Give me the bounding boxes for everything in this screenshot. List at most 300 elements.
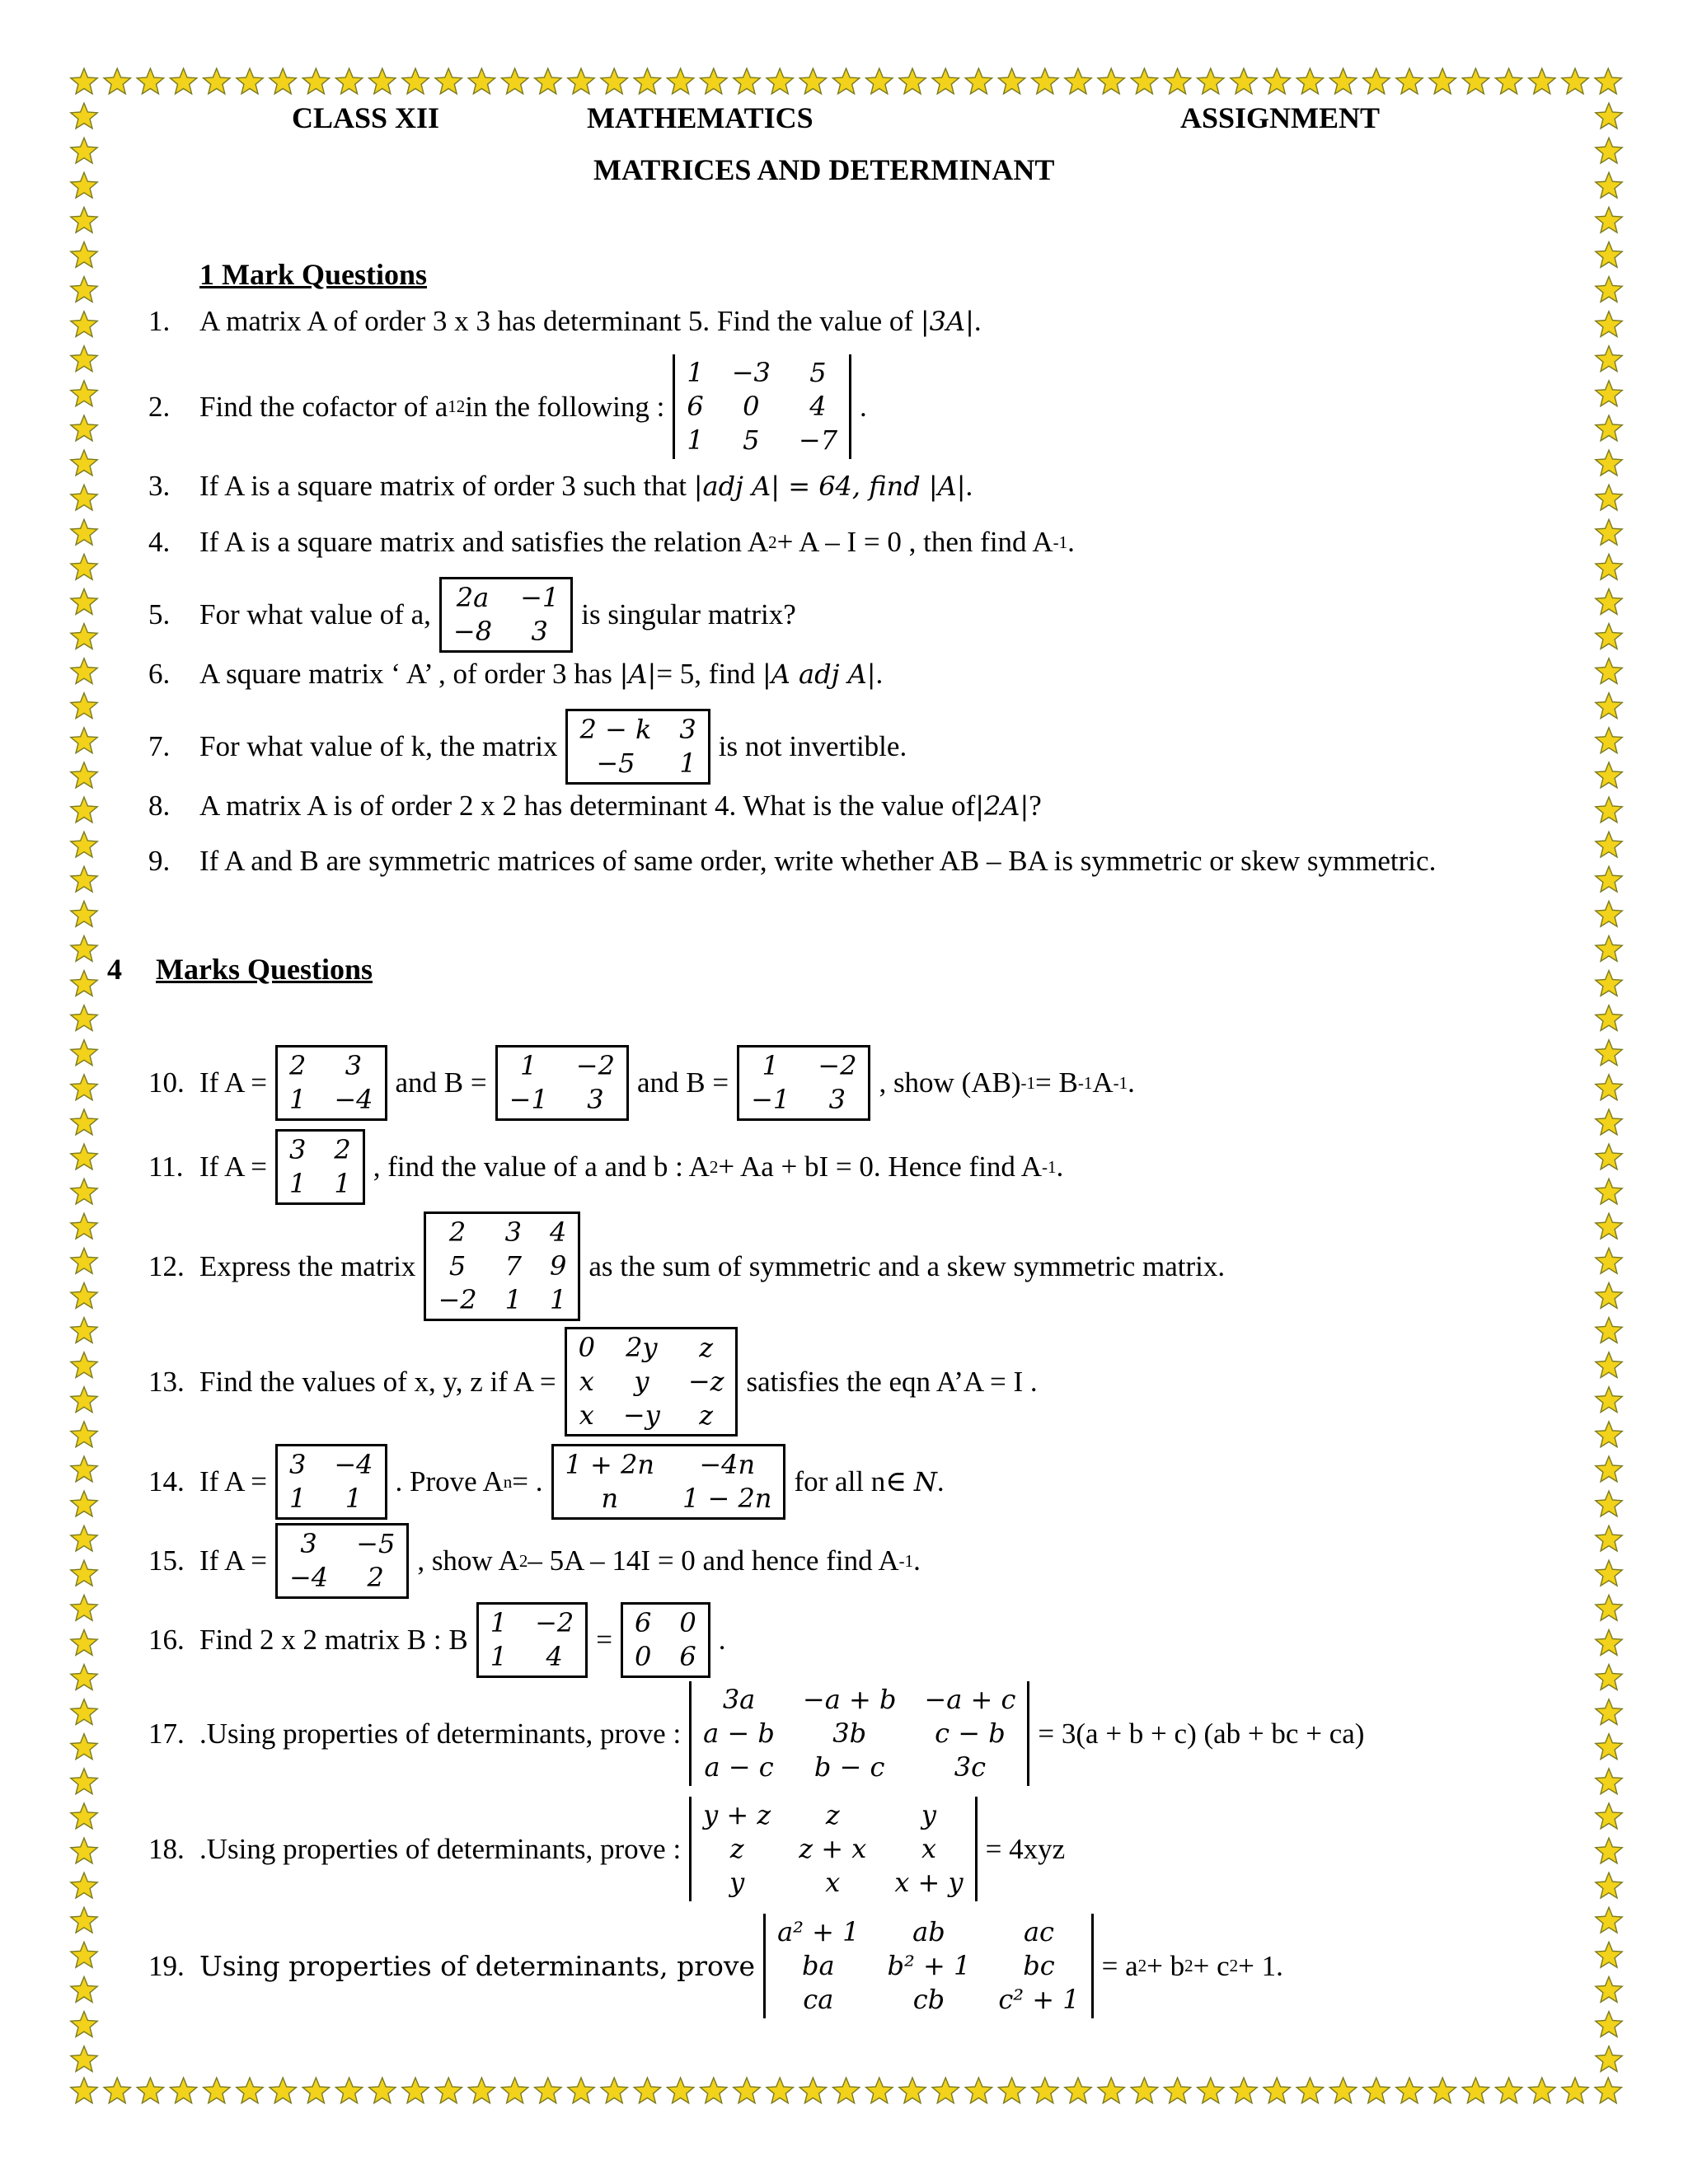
star-icon (237, 2078, 263, 2103)
star-icon (71, 971, 97, 996)
matrix-cell: −4 (334, 1084, 373, 1115)
question-number: 12. (148, 1249, 185, 1282)
star-icon (1396, 68, 1423, 94)
star-icon (932, 2078, 959, 2103)
superscript: 2 (518, 1550, 528, 1571)
star-icon (270, 68, 296, 94)
star-icon (71, 1630, 97, 1656)
matrix-cell: −5 (596, 748, 635, 779)
star-icon (1596, 1109, 1622, 1135)
star-icon (1296, 68, 1323, 94)
matrix-cell: z + x (799, 1833, 867, 1864)
matrix-cell: x (579, 1366, 594, 1397)
star-icon (71, 138, 97, 163)
question-text: Express the matrix (199, 1249, 416, 1282)
star-icon (71, 1977, 97, 2003)
star-icon (601, 68, 627, 94)
star-icon (71, 728, 97, 753)
star-icon (71, 346, 97, 372)
matrix-cell: 4 (549, 1216, 567, 1248)
matrix (424, 1212, 580, 1321)
superscript: -1 (1042, 1156, 1057, 1177)
question-text: – 5A – 14I = 0 and hence find A (528, 1544, 899, 1577)
star-icon (435, 2078, 462, 2103)
question-number: 1. (148, 305, 171, 337)
star-icon (335, 68, 362, 94)
matrix (275, 1129, 365, 1205)
star-icon (1596, 936, 1622, 962)
star-icon (1596, 1734, 1622, 1760)
question-10 (148, 1045, 1135, 1121)
question-text: = 3(a + b + c) (ab + bc + ca) (1038, 1717, 1365, 1750)
star-icon (302, 2078, 329, 2103)
matrix-cell: 3 (300, 1528, 317, 1559)
question-number: 7. (148, 730, 171, 762)
matrix (621, 1602, 710, 1678)
matrix-cell: 1 (490, 1607, 508, 1638)
star-icon (1596, 1838, 1622, 1863)
star-icon (71, 1838, 97, 1863)
matrix-cell: z (729, 1833, 744, 1864)
star-icon (965, 68, 992, 94)
star-icon (1596, 1872, 1622, 1898)
matrix-cell: 1 (762, 1050, 779, 1081)
assignment-label: ASSIGNMENT (1180, 101, 1381, 134)
question-text: If A = (199, 1544, 267, 1577)
matrix-cell: y (634, 1366, 649, 1397)
star-icon (402, 2078, 429, 2103)
star-icon (71, 1665, 97, 1690)
star-icon (71, 1942, 97, 1967)
question-tail: . (1056, 1151, 1064, 1183)
matrix-cell: 2a (456, 582, 490, 613)
question-13 (148, 1327, 1038, 1436)
question-15 (148, 1523, 921, 1599)
star-icon (1596, 277, 1622, 302)
determinant (763, 1914, 1094, 2018)
question-text: Find the cofactor of a (199, 390, 448, 423)
class-label: CLASS XII (292, 101, 440, 134)
matrix-cell: −4n (699, 1449, 756, 1480)
star-icon (71, 832, 97, 857)
star-icon (71, 1248, 97, 1273)
question-text: = a (1101, 1949, 1138, 1982)
matrix-cell: −7 (798, 424, 838, 456)
star-icon (799, 68, 826, 94)
question-number: 2. (148, 390, 171, 423)
matrix-cell: 9 (549, 1250, 567, 1282)
question-text: If A = (199, 1465, 267, 1497)
question-text: . Prove A (395, 1465, 504, 1497)
superscript: 2 (1229, 1956, 1239, 1975)
question-text: = (596, 1624, 612, 1656)
star-icon (1495, 68, 1522, 94)
question-tail: . (973, 305, 982, 337)
star-icon (71, 172, 97, 198)
star-icon (832, 2078, 859, 2103)
matrix-cell: y (921, 1799, 936, 1830)
matrix-cell: 0 (679, 1607, 696, 1638)
question-text: = 4xyz (985, 1832, 1066, 1865)
question-text: = B (1035, 1066, 1078, 1099)
superscript: 2 (709, 1156, 719, 1177)
question-text: , show A (417, 1544, 519, 1577)
question-text: If A is a square matrix of order 3 such that (199, 470, 687, 502)
math-expression: |A adj A| (762, 658, 876, 690)
star-icon (71, 866, 97, 892)
star-icon (932, 68, 959, 94)
star-icon (899, 68, 926, 94)
matrix-cell: 6 (687, 391, 704, 422)
star-icon (71, 2078, 97, 2103)
star-icon (1596, 832, 1622, 857)
matrix-cell: 1 (345, 1483, 363, 1514)
question-tail: . (860, 390, 867, 423)
star-icon (1032, 68, 1058, 94)
star-icon (701, 2078, 727, 2103)
question-text: Find 2 x 2 matrix B : B (199, 1624, 468, 1656)
question-text: For what value of a, (199, 598, 431, 630)
star-icon (1329, 68, 1356, 94)
star-icon (1596, 1040, 1622, 1066)
star-icon (71, 1491, 97, 1516)
matrix-cell: 2 − k (579, 714, 652, 745)
star-icon (1596, 1352, 1622, 1378)
star-icon (1596, 1907, 1622, 1933)
star-icon (998, 68, 1025, 94)
star-icon (71, 207, 97, 232)
matrix-cell: a − c (704, 1751, 774, 1783)
matrix-cell: 2 (334, 1134, 351, 1165)
question-number: 15. (148, 1544, 185, 1577)
question-number: 18. (148, 1832, 185, 1865)
matrix-cell: 0 (743, 391, 760, 422)
matrix-cell: 0 (635, 1641, 652, 1672)
star-icon (71, 1179, 97, 1204)
question-text: as the sum of symmetric and a skew symmetric matrix. (588, 1249, 1226, 1282)
question-text: + A – I = 0 , then find A (776, 526, 1053, 558)
matrix-cell: 1 (687, 424, 704, 456)
matrix-cell: 5 (809, 357, 827, 388)
star-icon (501, 68, 528, 94)
star-icon (1596, 103, 1622, 129)
matrix-cell: −1 (520, 582, 560, 613)
star-icon (71, 1734, 97, 1760)
star-icon (899, 2078, 926, 2103)
star-icon (1596, 1179, 1622, 1204)
star-icon (71, 485, 97, 510)
star-icon (1529, 2078, 1555, 2103)
star-icon (71, 1318, 97, 1343)
matrix-cell: 1 (679, 748, 696, 779)
matrix (737, 1045, 870, 1121)
matrix-cell: b − c (814, 1751, 885, 1783)
star-icon (71, 936, 97, 962)
question-5 (148, 577, 796, 653)
matrix (565, 709, 710, 785)
star-icon (71, 1109, 97, 1135)
matrix-cell: x (921, 1833, 936, 1864)
star-icon (335, 2078, 362, 2103)
matrix-cell: 1 + 2n (565, 1449, 654, 1480)
matrix-cell: 1 (334, 1168, 351, 1199)
star-icon (104, 2078, 130, 2103)
star-icon (1596, 1699, 1622, 1725)
page-title: MATRICES AND DETERMINANT (593, 153, 1055, 186)
matrix (565, 1327, 738, 1436)
matrix-cell: a² + 1 (777, 1916, 860, 1947)
star-icon (568, 2078, 594, 2103)
matrix-cell: x (579, 1399, 594, 1431)
matrix-cell: 3 (679, 714, 696, 745)
question-text: A square matrix ‘ A’ , of order 3 has (199, 658, 612, 690)
star-icon (1595, 2078, 1621, 2103)
star-icon (1329, 2078, 1356, 2103)
question-number: 6. (148, 658, 171, 690)
question-tail: is singular matrix? (581, 598, 796, 630)
question-18 (148, 1797, 1065, 1901)
matrix (551, 1444, 786, 1520)
star-icon (1596, 485, 1622, 510)
star-icon (1596, 1318, 1622, 1343)
matrix-cell: y + z (703, 1799, 771, 1830)
star-icon (170, 68, 196, 94)
matrix-cell: z (699, 1332, 714, 1363)
star-icon (1596, 172, 1622, 198)
matrix-cell: 4 (546, 1641, 563, 1672)
star-icon (369, 68, 396, 94)
matrix-cell: b² + 1 (887, 1950, 971, 1981)
section-heading-1-mark: 1 Mark Questions (199, 258, 428, 291)
matrix-cell: 1 (288, 1084, 307, 1115)
question-number: 17. (148, 1717, 185, 1750)
star-icon (1596, 866, 1622, 892)
star-icon (601, 2078, 627, 2103)
star-icon (1596, 1977, 1622, 2003)
question-text: , show (AB) (879, 1066, 1021, 1099)
question-text: = . (512, 1465, 543, 1497)
question-number: 8. (148, 790, 171, 822)
star-icon (1596, 1248, 1622, 1273)
star-icon (1131, 68, 1157, 94)
matrix-cell: x + y (894, 1867, 964, 1898)
star-icon (71, 589, 97, 615)
superscript: 2 (1137, 1956, 1147, 1975)
star-icon (1596, 624, 1622, 649)
question-4 (148, 526, 1075, 559)
superscript: 2 (1184, 1956, 1193, 1975)
star-icon (204, 68, 230, 94)
question-7 (148, 709, 907, 785)
matrix-cell: cb (912, 1984, 945, 2015)
star-icon (501, 2078, 528, 2103)
matrix-cell: −2 (438, 1284, 477, 1315)
question-number: 10. (148, 1066, 185, 1099)
star-icon (1462, 2078, 1489, 2103)
matrix-cell: 1 (549, 1284, 567, 1315)
matrix-cell: 1 (687, 357, 704, 388)
question-number: 9. (148, 845, 171, 877)
star-icon (1595, 68, 1621, 94)
question-text: A matrix A is of order 2 x 2 has determinant 4. What is the value of (199, 790, 976, 822)
math-expression: |3A| (920, 306, 974, 337)
matrix-cell: 3 (828, 1084, 846, 1115)
star-icon (1596, 693, 1622, 719)
matrix-cell: z (699, 1399, 714, 1431)
question-tail: + 1. (1238, 1949, 1283, 1982)
star-icon (71, 1699, 97, 1725)
star-icon (104, 68, 130, 94)
matrix-cell: −1 (751, 1084, 790, 1115)
question-number: 4. (148, 526, 171, 558)
matrix-cell: 1 (490, 1641, 508, 1672)
question-number: 3. (148, 470, 171, 502)
star-icon (71, 901, 97, 926)
question-number: 14. (148, 1465, 185, 1497)
star-icon (71, 1595, 97, 1620)
star-icon (71, 1040, 97, 1066)
star-icon (1396, 2078, 1423, 2103)
star-icon (402, 68, 429, 94)
star-icon (1596, 1595, 1622, 1620)
matrix-cell: 6 (679, 1641, 696, 1672)
star-icon (1596, 901, 1622, 926)
star-icon (237, 68, 263, 94)
star-icon (1164, 2078, 1190, 2103)
star-icon (1032, 2078, 1058, 2103)
star-icon (1596, 554, 1622, 579)
question-tail: . (1067, 526, 1075, 558)
matrix-cell: 3 (531, 616, 548, 647)
star-icon (1596, 1213, 1622, 1239)
question-number: 5. (148, 598, 171, 630)
star-icon (71, 1803, 97, 1829)
star-icon (1098, 68, 1124, 94)
question-text: If A = (199, 1151, 267, 1183)
star-icon (1065, 2078, 1091, 2103)
section-number: 4 (107, 953, 122, 986)
star-icon (71, 1075, 97, 1100)
matrix-cell: 3 (504, 1216, 522, 1248)
star-icon (71, 554, 97, 579)
star-icon (1596, 1005, 1622, 1031)
determinant (689, 1681, 1029, 1786)
matrix (275, 1523, 409, 1599)
star-icon (71, 1005, 97, 1031)
matrix-cell: −3 (731, 357, 771, 388)
question-6 (148, 658, 883, 691)
star-icon (1131, 2078, 1157, 2103)
star-icon (1264, 68, 1290, 94)
matrix-cell: ab (912, 1916, 945, 1947)
question-tail: . (936, 1465, 945, 1497)
star-icon (71, 624, 97, 649)
star-icon (1596, 797, 1622, 823)
star-icon (71, 415, 97, 441)
question-number: 11. (148, 1151, 184, 1183)
math-expression: |adj A| = 64, find |A| (693, 471, 966, 502)
matrix (495, 1045, 629, 1121)
matrix-cell: 3c (954, 1751, 987, 1783)
star-icon (1596, 1387, 1622, 1413)
star-icon (71, 312, 97, 337)
star-icon (1198, 68, 1224, 94)
star-icon (568, 68, 594, 94)
determinant (689, 1797, 977, 1901)
question-19 (148, 1914, 1283, 2018)
matrix (275, 1444, 387, 1520)
matrix-cell: 2y (626, 1332, 658, 1363)
question-text: in the following : (465, 390, 665, 423)
star-icon (1429, 68, 1456, 94)
question-text: If A and B are symmetric matrices of same order, write whether AB – BA is symmetric or skew symmetric. (199, 845, 1437, 877)
star-icon (767, 68, 793, 94)
superscript: n (503, 1471, 513, 1492)
star-icon (1596, 346, 1622, 372)
star-icon (71, 68, 97, 94)
star-icon (799, 2078, 826, 2103)
question-tail: ? (1029, 790, 1042, 822)
matrix (476, 1602, 588, 1678)
star-icon (1363, 2078, 1390, 2103)
question-9 (148, 845, 1436, 878)
question-text: If A is a square matrix and satisfies the relation A (199, 526, 769, 558)
star-icon (1596, 207, 1622, 232)
subject-label: MATHEMATICS (587, 101, 814, 134)
star-icon (71, 2046, 97, 2072)
star-icon (1596, 971, 1622, 996)
question-2 (148, 354, 867, 459)
star-icon (866, 2078, 893, 2103)
matrix-cell: 1 (504, 1284, 522, 1315)
star-icon (1065, 68, 1091, 94)
math-expression: |2A| (975, 790, 1029, 822)
star-icon (1596, 1942, 1622, 1967)
superscript: -1 (1020, 1072, 1036, 1093)
matrix-cell: ca (803, 1984, 834, 2015)
star-icon (71, 1907, 97, 1933)
star-icon (71, 242, 97, 268)
math-expression: N (913, 1466, 937, 1497)
question-text: satisfies the eqn A’A = I . (746, 1365, 1038, 1398)
star-icon (1596, 2046, 1622, 2072)
matrix-cell: −8 (452, 616, 493, 647)
matrix-cell: 1 (288, 1483, 307, 1514)
matrix-cell: 5 (743, 424, 760, 456)
star-icon (1363, 68, 1390, 94)
question-text: Find the values of x, y, z if A = (199, 1365, 556, 1398)
star-icon (1098, 2078, 1124, 2103)
star-icon (734, 68, 760, 94)
question-number: 16. (148, 1624, 185, 1656)
star-icon (1462, 68, 1489, 94)
matrix-cell: 1 (520, 1050, 537, 1081)
matrix-cell: −2 (535, 1607, 574, 1638)
star-icon (71, 1144, 97, 1169)
question-tail: . (1128, 1066, 1135, 1099)
star-icon (1596, 138, 1622, 163)
matrix-cell: −2 (818, 1050, 857, 1081)
star-icon (302, 68, 329, 94)
star-icon (71, 762, 97, 788)
matrix-cell: 2 (367, 1562, 384, 1593)
star-icon (1529, 68, 1555, 94)
matrix-cell: z (825, 1799, 840, 1830)
matrix-cell: −z (687, 1366, 724, 1397)
star-icon (1231, 2078, 1257, 2103)
star-icon (71, 1213, 97, 1239)
star-icon (1596, 242, 1622, 268)
